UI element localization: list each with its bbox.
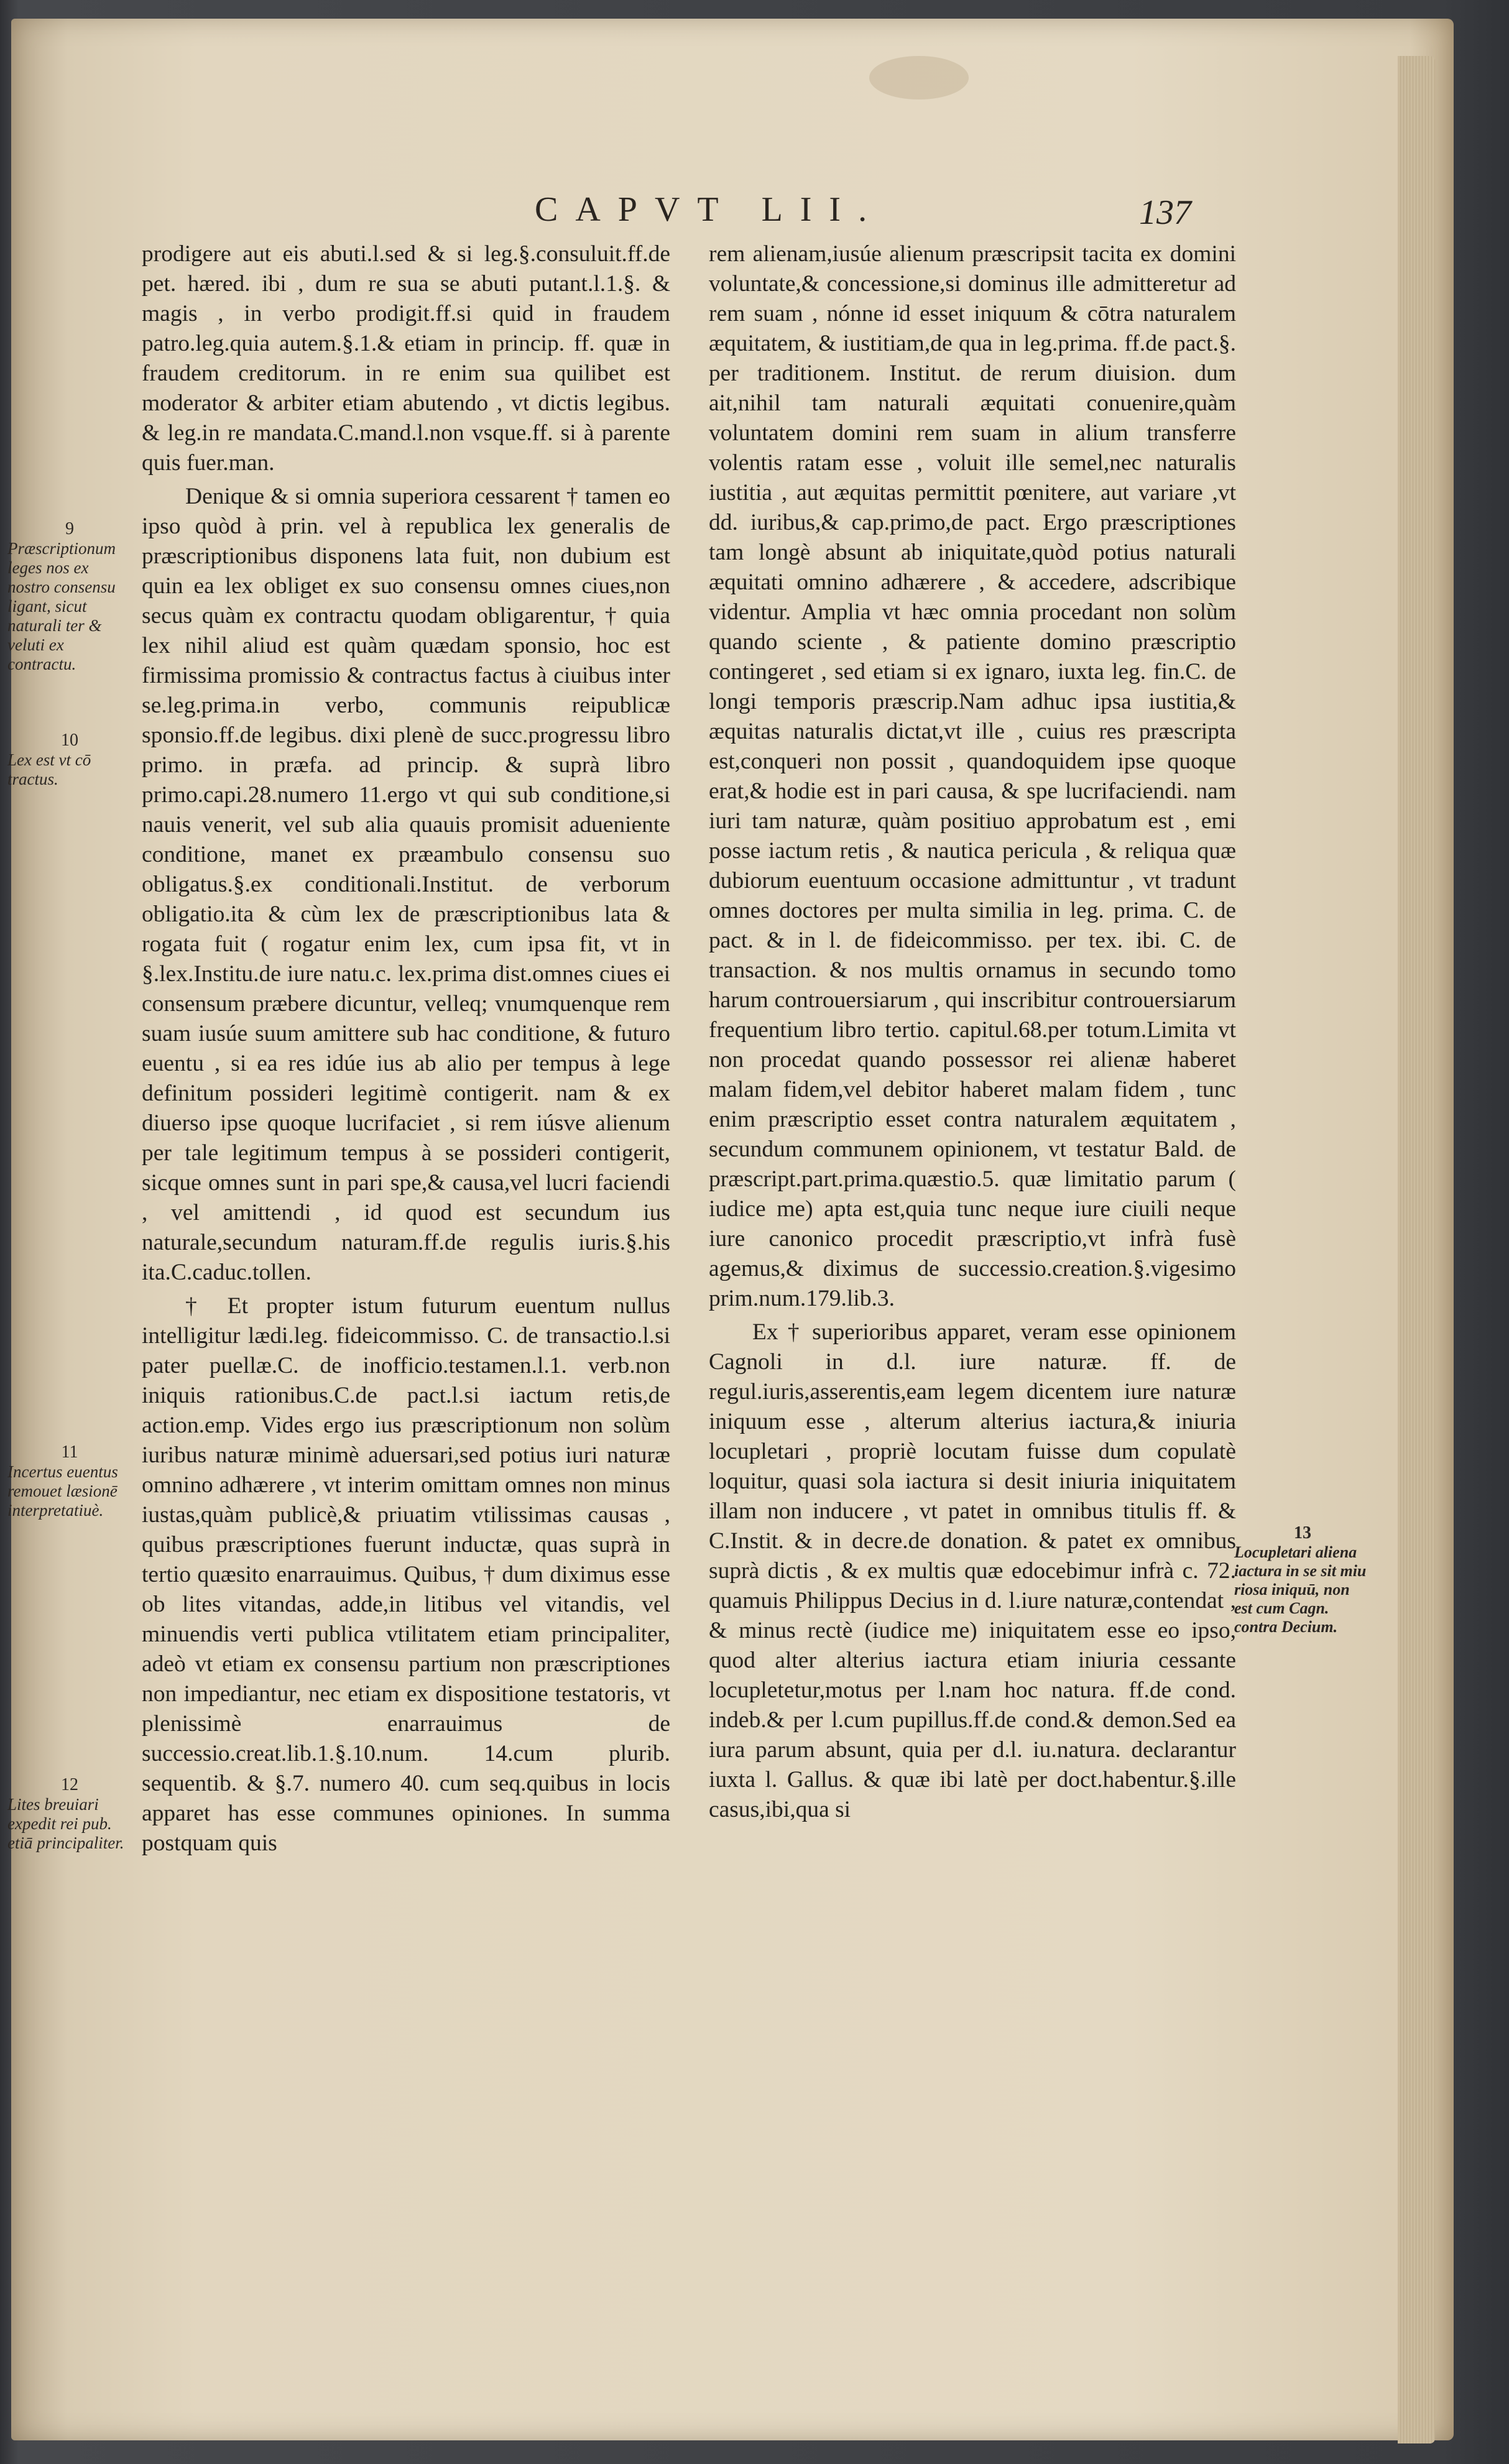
running-title: CAPVT LII. (535, 190, 885, 229)
page-number: 137 (1139, 193, 1191, 232)
note-text: Lex est vt cō tractus. (7, 750, 91, 789)
right-text-column (709, 239, 1236, 1825)
note-text: Locupletari aliena iactura in se sit miu riosa iniquū, non est cum Cagn. contra Decium. (1234, 1543, 1367, 1636)
note-number: 10 (61, 731, 78, 750)
note-number: 13 (1294, 1523, 1311, 1543)
left-text-column (142, 239, 670, 1858)
marginal-note (1234, 1523, 1371, 1636)
note-number: 12 (61, 1775, 78, 1794)
note-number: 11 (61, 1442, 78, 1462)
paragraph: † Et propter istum futurum euentum nullus intelligitur lædi.leg. fideicommisso. C. de transactio.l.si pater puellæ.C. de inofficio.testamen.l.1. verb.non iniquis rationibus.C.de pact.l.si iactum retis,de action.emp. Vides ergo ius præscriptionum non solùm iuribus naturæ minimè aduersari,sed potius iuri naturæ omnino adhærere , vt interim omittam omnes non minus iustas,quàm publicè,& priuatim vtilissimas causas , quibus præscriptiones fuerunt inductæ, quas suprà in tertio quæsito enarrauimus. Quibus, † dum diximus esse ob lites vitandas, adde,in litibus vel vitandis, vel minuendis verti publica vtilitatem etiam principaliter, adeò vt etiam ex consensu partium non præscriptiones non impediantur, nec etiam ex dispositione testatoris, vt plenissimè enarrauimus de successio.creat.lib.1.§.10.num. 14.cum plurib. sequentib. & §.7. numero 40. cum seq.quibus in locis apparet has esse communes opiniones. In summa postquam quis (142, 1293, 670, 1856)
paragraph: prodigere aut eis abuti.l.sed & si leg.§.consuluit.ff.de pet. hæred. ibi , dum re sua se abuti putant.l.1.§. & magis , in verbo prodigit.ff.si quid in fraudem patro.leg.quia autem.§.1.& etiam in princip. ff. quæ in fraudem creditorum. in re enim sua quilibet est moderator & arbiter etiam abutendo , vt dictis legibus. & leg.in re mandata.C.mand.l.non vsque.ff. si à parente quis fuer.man. (142, 241, 670, 476)
note-number: 9 (65, 519, 74, 538)
paragraph: rem alienam,iusúe alienum præscripsit tacita ex domini voluntate,& concessione,si dominus ille admitteretur ad rem suam , nónne id esset iniquum & cōtra naturalem æquitatem, & iustitiam,de qua in leg.prima. ff.de pact.§. per traditionem. Institut. de rerum diuision. dum ait,nihil tam naturali æquitati conuenire,quàm voluntatem domini rem suam in alium transferre volentis ratam esse , voluit ille semel,nec naturalis iustitia , aut æquitas permittit pœnitere, aut variare ,vt dd. iuribus,& cap.primo,de pact. Ergo præscriptiones tam longè absunt ab iniquitate,quòd potius naturali æquitati omnino adhærere , & accedere, adscribique videntur. Amplia vt hæc omnia procedant non solùm quando sciente , & patiente domino præscriptio contingeret , sed etiam si ex ignaro, iuxta leg. fin.C. de longi temporis præscrip.Nam adhuc ipsa iustitia,& æquitas naturalis dictat,vt ille , cuius res præscripta est,conqueri non possit , quandoquidem ipse quoque erat,& hodie est in pari causa, & spe lucrifaciendi. nam iuri tam naturæ, quàm positiuo approbatum est , emi posse iactum retis , & nautica pericula , & reliqua quæ dubiorum euentuum occasione admittuntur , vt tradunt omnes doctores per multa similia in leg. prima. C. de pact. & in l. de fideicommisso. per tex. ibi. C. de transaction. & nos multis ornamus in secundo tomo harum controuersiarum , qui inscribitur controuersiarum frequentium libro tertio. capitul.68.per totum.Limita vt non procedat quando possessor rei alienæ haberet malam fidem,vel debitor haberet malam fidem , tunc enim præscriptio esset contra naturalem æquitatem , secundum communem opinionem, vt testatur Bald. de præscript.part.prima.quæstio.5. quæ limitatio parum ( iudice me) apta est,quia tunc neque iure ciuili neque iure canonico procedit præscriptio,vt infrà fusè agemus,& diximus de successio.creation.§.vigesimo prim.num.179.lib.3. (709, 241, 1236, 1311)
note-text: Incertus euentus remouet læsionē interpretatiuè. (7, 1462, 118, 1520)
paragraph: Ex † superioribus apparet, veram esse opinionem Cagnoli in d.l. iure naturæ. ff. de regul.iuris,asserentis,eam legem dicentem iure naturæ iniquum esse , alterum alterius iactura,& iniuria locupletari , propriè locutam fuisse dum copulatè loquitur, quasi sola iactura si desit iniuria iniquitatem illam non inducere , vt patet in omnibus titulis ff. & C.Instit. & in decre.de donation. & patet ex omnibus suprà dictis , & ex multis quæ edocebimur infrà c. 72. quamuis Philippus Decius in d. l.iure naturæ,contendat , & minus rectè (iudice me) iniquitatem esse eo ipso, quod alter alterius iactura etiam iniuria cessante locupletetur,motus per l.nam hoc natura. ff.de cond. indeb.& per l.cum pupillus.ff.de cond.& demon.Sed ea iura parum absunt, quia per d.l. iu.natura. declarantur iuxta l. Gallus. & quæ ibi latè per doct.habentur.§.ille casus,ibi,qua si (709, 1319, 1236, 1822)
marginal-note (7, 519, 132, 675)
paragraph: Denique & si omnia superiora cessarent † tamen eo ipso quòd à prin. vel à republica lex generalis de præscriptionibus disponens lata fuit, non dubium est quin ea lex obliget ex suo consensu omnes ciues,non secus quàm ex contractu quodam obligarentur, † quia lex nihil aliud est quàm quædam sponsio, hoc est firmissima promissio & contractus factus à ciuibus inter se.leg.prima.in verbo, communis reipublicæ sponsio.ff.de legibus. dixi plenè de succ.progressu libro primo. in præfa. ad princip. & suprà libro primo.capi.28.numero 11.ergo vt qui sub conditione,si nauis venerit, vel sub alia quauis promisit adueniente conditione, manet ex præambulo consensu suo obligatus.§.ex conditionali.Institut. de verborum obligatio.ita & cùm lex de præscriptionibus lata & rogata fuit ( rogatur enim lex, cum ipsa fit, vt in §.lex.Institu.de iure natu.c. lex.prima dist.omnes ciues ei consensum præbere dicuntur, velleq; vnumquenque rem suam iusúe suum amittere sub hac conditione, & futuro euentu , si ea res idúe ius ab alio per tempus à lege definitum possideri legitimè contigerit. nam & ex diuerso ipse quoque lucrifaciet , si rem iúsve alienum per tale legitimum tempus à se possideri contigerit, sicque omnes sunt in pari spe,& causa,vel lucri faciendi , vel amittendi , id quod est secundum ius naturale,secundum naturam.ff.de regulis iuris.§.his ita.C.caduc.tollen. (142, 484, 670, 1285)
note-text: Præscriptionum leges nos ex nostro consensu ligant, sicut naturali ter & veluti ex contractu. (7, 539, 116, 674)
marginal-note (7, 1442, 132, 1520)
note-text: Lites breuiari expedit rei pub. etiā principaliter. (7, 1795, 124, 1853)
marginal-note (7, 1775, 132, 1853)
marginal-note (7, 731, 132, 789)
page-edges (1398, 56, 1435, 2443)
foxing-stain (869, 56, 969, 99)
